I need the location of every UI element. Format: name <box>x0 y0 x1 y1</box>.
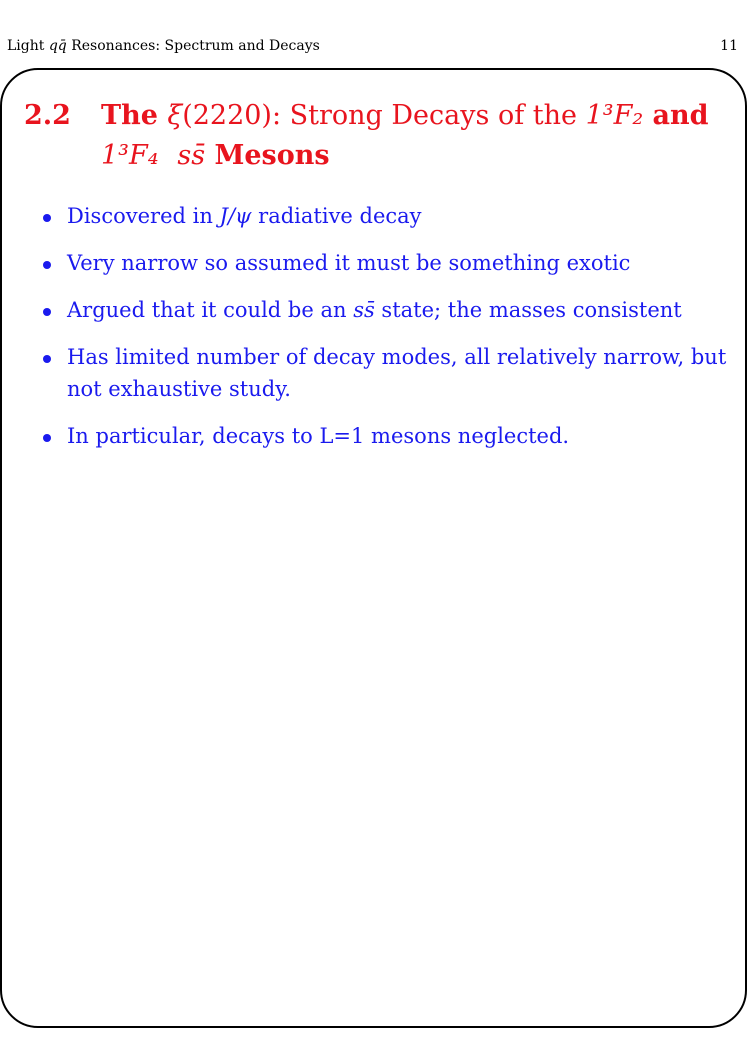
list-item: In particular, decays to L=1 mesons neglected. <box>40 420 730 452</box>
bullet-icon <box>43 355 51 363</box>
list-item: Very narrow so assumed it must be something exotic <box>40 247 730 279</box>
list-item: Argued that it could be an ss̄ state; the masses consistent <box>40 294 730 326</box>
section-heading: The ξ(2220): Strong Decays of the 1³F₂ and 1³F₄ ss̄ Mesons <box>101 100 709 171</box>
section-number: 2.2 <box>24 100 71 131</box>
bullet-list <box>40 200 730 467</box>
page-header <box>7 38 738 58</box>
list-item: Has limited number of decay modes, all relatively narrow, but not exhaustive study. <box>40 341 730 405</box>
list-item: Discovered in J/ψ radiative decay <box>40 200 730 232</box>
page-number: 11 <box>720 38 738 54</box>
bullet-icon <box>43 434 51 442</box>
bullet-icon <box>43 214 51 222</box>
bullet-icon <box>43 308 51 316</box>
bullet-icon <box>43 261 51 269</box>
header-title: Light qq̄ Resonances: Spectrum and Decays <box>7 38 320 54</box>
